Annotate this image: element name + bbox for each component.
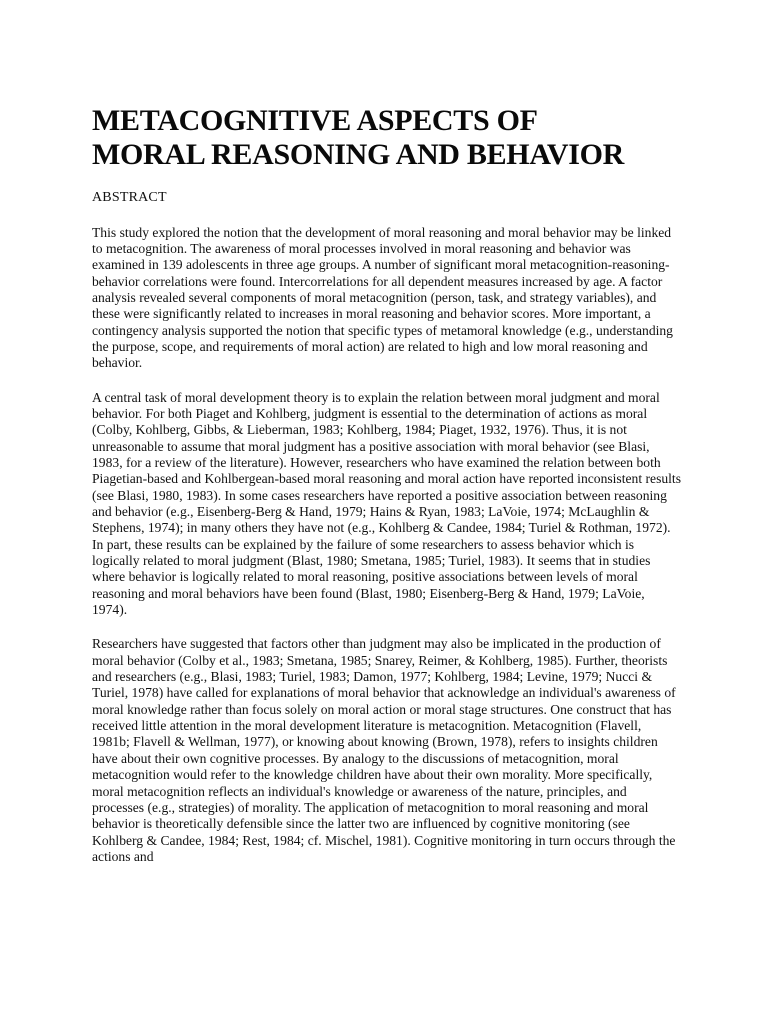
title-line-2: MORAL REASONING AND BEHAVIOR [92, 138, 624, 171]
document-title [92, 104, 682, 172]
document-page [92, 104, 682, 865]
title-line-1: METACOGNITIVE ASPECTS OF [92, 104, 538, 137]
abstract-heading: ABSTRACT [92, 190, 167, 205]
body-paragraph-1: A central task of moral development theory is to explain the relation between moral judgment and moral behavior. For both Piaget and Kohlberg, judgment is essential to the determination of actions as moral (Colby, Kohlberg, Gibbs, & Lieberman, 1983; Kohlberg, 1984; Piaget, 1932, 1976). Thus, it is not unreasonable to assume that moral judgment has a positive association with moral behavior (see Blasi, 1983, for a review of the literature). However, researchers who have examined the relation between both Piagetian-based and Kohlbergean-based moral reasoning and moral action have reported inconsistent results (see Blasi, 1980, 1983). In some cases researchers have reported a positive association between reasoning and behavior (e.g., Eisenberg-Berg & Hand, 1979; Hains & Ryan, 1983; LaVoie, 1974; McLaughlin & Stephens, 1974); in many others they have not (e.g., Kohlberg & Candee, 1984; Turiel & Rothman, 1972). In part, these results can be explained by the failure of some researchers to assess behavior which is logically related to moral judgment (Blast, 1980; Smetana, 1985; Turiel, 1983). It seems that in studies where behavior is logically related to moral reasoning, positive associations between levels of moral reasoning and moral behaviors have been found (Blast, 1980; Eisenberg-Berg & Hand, 1979; LaVoie, 1974). [92, 389, 681, 618]
body-paragraph-2: Researchers have suggested that factors other than judgment may also be implicated in the production of moral behavior (Colby et al., 1983; Smetana, 1985; Snarey, Reimer, & Kohlberg, 1985). Further, theorists and researchers (e.g., Blasi, 1983; Turiel, 1983; Damon, 1977; Kohlberg, 1984; Levine, 1979; Nucci & Turiel, 1978) have called for explanations of moral behavior that acknowledge an individual's awareness of moral knowledge rather than focus solely on moral action or moral stage structures. One construct that has received little attention in the moral development literature is metacognition. Metacognition (Flavell, 1981b; Flavell & Wellman, 1977), or knowing about knowing (Brown, 1978), refers to insights children have about their own cognitive processes. By analogy to the discussions of metacognition, moral metacognition would refer to the knowledge children have about their own morality. More specifically, moral metacognition reflects an individual's knowledge or awareness of the nature, principles, and processes (e.g., strategies) of morality. The application of metacognition to moral reasoning and moral behavior is theoretically defensible since the latter two are influenced by cognitive monitoring (see Kohlberg & Candee, 1984; Rest, 1984; cf. Mischel, 1981). Cognitive monitoring in turn occurs through the actions and [92, 636, 676, 864]
abstract-paragraph: This study explored the notion that the development of moral reasoning and moral behavior may be linked to metacognition. The awareness of moral processes involved in moral reasoning and behavior was examined in 139 adolescents in three age groups. A number of significant moral metacognition-reasoning-behavior correlations were found. Intercorrelations for all dependent measures increased by age. A factor analysis revealed several components of moral metacognition (person, task, and strategy variables), and these were significantly related to increases in moral reasoning and behavior scores. More important, a contingency analysis supported the notion that specific types of metamoral knowledge (e.g., understanding the purpose, scope, and requirements of moral action) are related to high and low moral reasoning and behavior. [92, 224, 673, 371]
